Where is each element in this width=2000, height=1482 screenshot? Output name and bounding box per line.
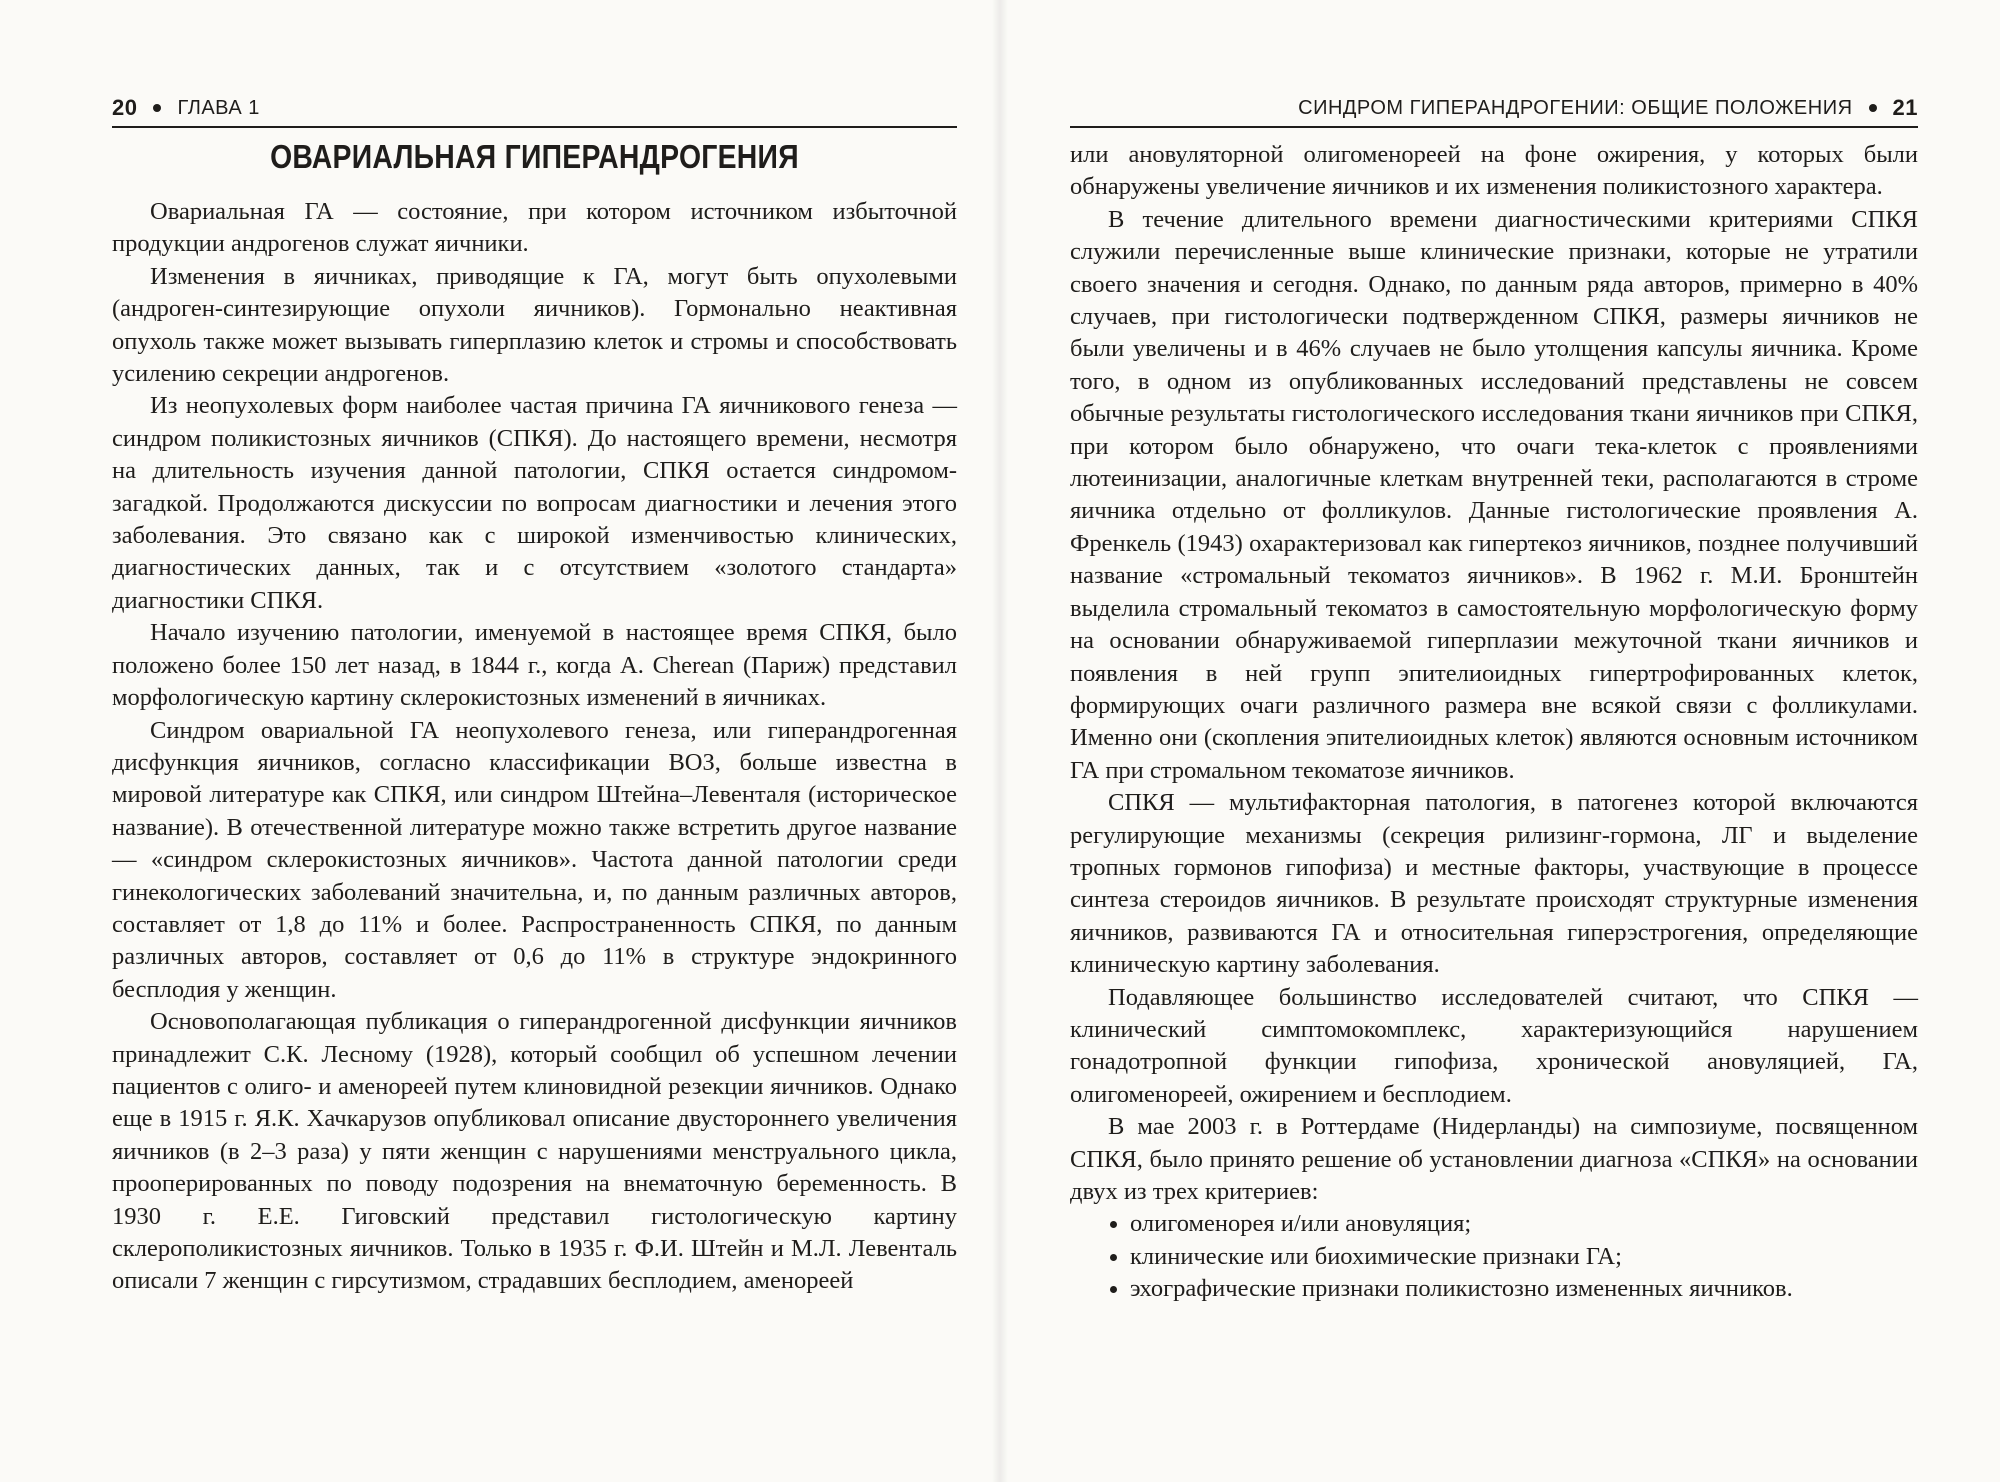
paragraph: Основополагающая публикация о гиперандрогенной дисфункции яичников принадлежит С.К. Лесному (1928), который сообщил об успешном лечении пациентов с олиго- и аменореей путем клиновидной резекции яичников. Однако еще в 1915 г. Я.К. Хачкарузов опубликовал описание двустороннего увеличения яичников (в 2–3 раза) у пяти женщин с нарушениями менструального цикла, прооперированных по поводу подозрения на внематочную беременность. В 1930 г. Е.Е. Гиговский представил гистологическую картину склерополикистозных яичников. Только в 1935 г. Ф.И. Штейн и М.Л. Левенталь описали 7 женщин с гирсутизмом, страдавших бесплодием, аменореей [112,1008,957,1295]
right-page [1000,0,2000,1482]
paragraph: Подавляющее большинство исследователей считают, что СПКЯ — клинический симптомокомплекс, характеризующийся нарушением гонадотропной функции гипофиза, хронической ановуляцией, ГА, олигоменореей, ожирением и бесплодием. [1070,983,1918,1108]
list-item: клинические или биохимические признаки ГА; [1108,1241,1918,1273]
criteria-list [1070,1208,1918,1305]
right-body-text [1070,139,1918,1306]
paragraph: Начало изучению патологии, именуемой в настоящее время СПКЯ, было положено более 150 лет назад, в 1844 г., когда A. Cherean (Париж) представил морфологическую картину склерокистозных изменений в яичниках. [112,619,957,712]
left-page-number: 20 [112,95,138,120]
list-item: олигоменорея и/или ановуляция; [1108,1208,1918,1240]
paragraph: Синдром овариальной ГА неопухолевого генеза, или гиперандрогенная дисфункция яичников, согласно классификации ВОЗ, больше известна в мировой литературе как СПКЯ, или синдром Штейна–Левенталя (историческое название). В отечественной литературе можно также встретить другое название — «синдром склерокистозных яичников». Частота данной патологии среди гинекологических заболеваний значительна, и, по данным различных авторов, составляет от 1,8 до 11% и более. Распространенность СПКЯ, по данным различных авторов, составляет от 0,6 до 11% в структуре эндокринного бесплодия у женщин. [112,716,957,1003]
paragraph: Изменения в яичниках, приводящие к ГА, могут быть опухолевыми (андроген-синтезирующие опухоли яичников). Гормонально неактивная опухоль также может вызывать гиперплазию клеток и стромы и способствовать усилению секреции андрогенов. [112,262,957,388]
paragraph: СПКЯ — мультифакторная патология, в патогенез которой включаются регулирующие механизмы (секреция рилизинг-гормона, ЛГ и выделение тропных гормонов гипофиза) и местные факторы, участвующие в процессе синтеза стероидов яичников. В результате происходят структурные изменения яичников, развиваются ГА и относительная гиперэстрогения, определяющие клиническую картину заболевания. [1070,789,1918,979]
right-running-head [1070,90,1918,128]
left-body-text [112,196,957,1298]
right-page-number: 21 [1892,95,1918,120]
right-running-head-label: СИНДРОМ ГИПЕРАНДРОГЕНИИ: ОБЩИЕ ПОЛОЖЕНИЯ [1298,96,1853,119]
paragraph: Из неопухолевых форм наиболее частая причина ГА яичникового генеза — синдром поликистозных яичников (СПКЯ). До настоящего времени, несмотря на длительность изучения данной патологии, СПКЯ остается синдромом-загадкой. Продолжаются дискуссии по вопросам диагностики и лечения этого заболевания. Это связано как с широкой изменчивостью клинических, диагностических данных, так и с отсутствием «золотого стандарта» диагностики СПКЯ. [112,392,957,614]
left-running-head [112,90,957,128]
section-title: ОВАРИАЛЬНАЯ ГИПЕРАНДРОГЕНИЯ [270,138,799,175]
list-item: эхографические признаки поликистозно измененных яичников. [1108,1273,1918,1305]
paragraph: В мае 2003 г. в Роттердаме (Нидерланды) на симпозиуме, посвященном СПКЯ, было принято решение об установлении диагноза «СПКЯ» на основании двух из трех критериев: [1070,1113,1918,1205]
left-running-head-label: ГЛАВА 1 [177,96,260,119]
continued-paragraph: или ановуляторной олигоменореей на фоне ожирения, у которых были обнаружены увеличение яичников и их изменения поликистозного характера. [1070,141,1918,201]
bullet-dot-icon [153,104,161,112]
bullet-dot-icon [1869,104,1877,112]
paragraph: Овариальная ГА — состояние, при котором источником избыточной продукции андрогенов служат яичники. [112,198,957,258]
paragraph: В течение длительного времени диагностическими критериями СПКЯ служили перечисленные выше клинические признаки, которые не утратили своего значения и сегодня. Однако, по данным ряда авторов, примерно в 40% случаев, при гистологически подтвержденном СПКЯ, размеры яичников не были увеличены и в 46% случаев не было утолщения капсулы яичника. Кроме того, в одном из опубликованных исследований представлены не совсем обычные результаты гистологического исследования ткани яичников при СПКЯ, при котором было обнаружено, что очаги тека-клеток с проявлениями лютеинизации, аналогичные клеткам внутренней теки, располагаются в строме яичника отдельно от фолликулов. Данные гистологические проявления А. Френкель (1943) охарактеризовал как гипертекоз яичников, позднее получивший название «стромальный текоматоз яичников». В 1962 г. М.И. Бронштейн выделила стромальный текоматоз в самостоятельную морфологическую форму на основании обнаруживаемой гиперплазии межуточной ткани яичников и появления в ней групп эпителиоидных гипертрофированных клеток, формирующих очаги различного размера вне всякой связи с фолликулами. Именно они (скопления эпителиоидных клеток) являются основным источником ГА при стромальном текоматозе яичников. [1070,205,1918,784]
